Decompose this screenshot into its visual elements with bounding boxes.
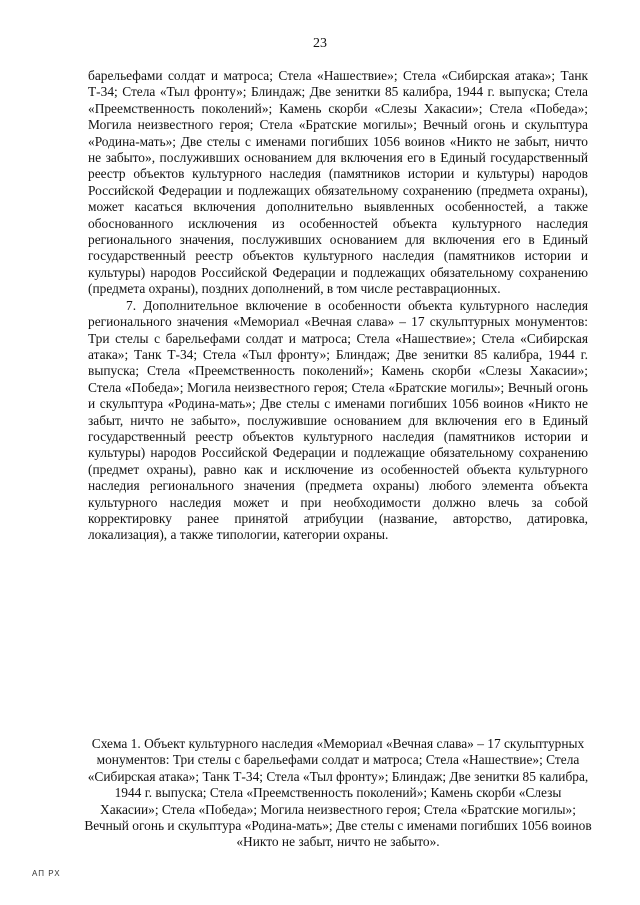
paragraph-item-7: 7. Дополнительное включение в особенности объекта культурного наследия регионального значения «Мемориал «Вечная слава» – 17 скульптурных монументов: Три стелы с барельефами солдат и матроса; Стела «Нашествие»; Стела «Сибирская атака»; Танк Т-34; Стела «Тыл фронту»; Блиндаж; Две зенитки 85 калибра, 1944 г. выпуска; Стела «Преемственность поколений»; Камень скорби «Слезы Хакасии»; Стела «Победа»; Могила неизвестного героя; Стела «Братские могилы»; Вечный огонь и скульптура «Родина-мать»; Две стелы с именами погибших 1056 воинов «Никто не забыт, ничто не забыто», послужившие основанием для включения его в Единый государственный реестр объектов культурного наследия (памятников истории и культуры) народов Российской Федерации и подлежащие обязательному сохранению (предмет охраны), равно как и исключение из особенностей объекта культурного наследия регионального значения (предмета охраны) любого элемента объекта культурного наследия может и при необходимости должно влечь за собой корректировку ранее принятой атрибуции (название, авторство, датировка, локализация), а также типологии, категории охраны. (88, 297, 588, 543)
figure-caption: Схема 1. Объект культурного наследия «Мемориал «Вечная слава» – 17 скульптурных монументов: Три стелы с барельефами солдат и матроса; Стела «Нашествие»; Стела «Сибирская атака»; Танк Т-34; Стела «Тыл фронту»; Блиндаж; Две зенитки 85 калибра, 1944 г. выпуска; Стела «Преемственность поколений»; Камень скорби «Слезы Хакасии»; Стела «Победа»; Могила неизвестного героя; Стела «Братские могилы»; Вечный огонь и скульптура «Родина-мать»; Две стелы с именами погибших 1056 воинов «Никто не забыт, ничто не забыто». (84, 736, 592, 850)
paragraph-continuation: барельефами солдат и матроса; Стела «Нашествие»; Стела «Сибирская атака»; Танк Т-34; Стела «Тыл фронту»; Блиндаж; Две зенитки 85 калибра, 1944 г. выпуска; Стела «Преемственность поколений»; Камень скорби «Слезы Хакасии»; Стела «Победа»; Могила неизвестного героя; Стела «Братские могилы»; Вечный огонь и скульптура «Родина-мать»; Две стелы с именами погибших 1056 воинов «Никто не забыт, ничто не забыто», послуживших основанием для включения его в Единый государственный реестр объектов культурного наследия (памятников истории и культуры) народов Российской Федерации и подлежащих обязательному сохранению (предмета охраны), может касаться включения дополнительно выявленных особенностей, а также обоснованного исключения из особенностей объекта культурного наследия регионального значения, послуживших основанием для включения его в Единый государственный реестр объектов культурного наследия (памятников истории и культуры) народов Российской Федерации и подлежащих обязательному сохранению (предмета охраны), поздних дополнений, в том числе реставрационных. (88, 68, 588, 297)
footer-stamp: АП РХ (32, 869, 61, 878)
document-body (88, 68, 588, 544)
page-number: 23 (313, 36, 327, 51)
